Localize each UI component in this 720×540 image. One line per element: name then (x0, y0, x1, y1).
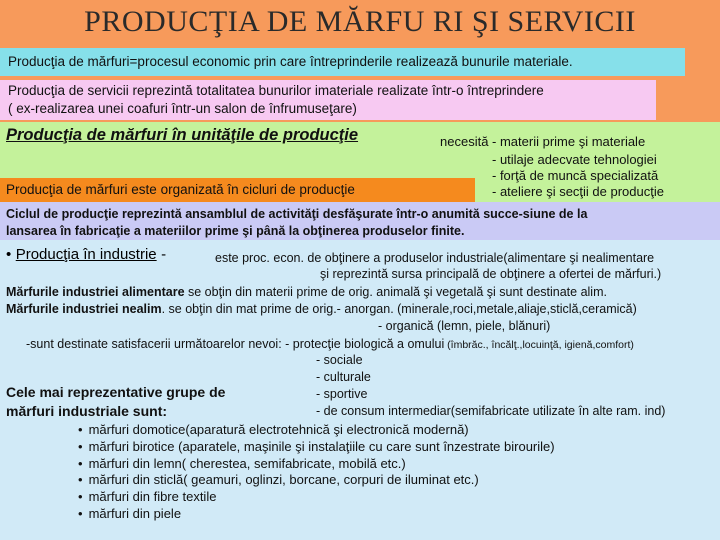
services-definition (0, 80, 656, 120)
cycles-statement: Producţia de mărfuri este organizată în cicluri de producţie (6, 182, 355, 197)
organic-materials: - organică (lemn, piele, blănuri) (378, 319, 551, 333)
industrial-goods-groups (78, 422, 555, 523)
need-item: - de consum intermediar(semifabricate utilizate în alte ram. ind) (316, 404, 666, 418)
groups-heading (6, 383, 225, 421)
industry-desc-line2: şi reprezintă sursa principală de obţinere a ofertei de mărfuri.) (320, 267, 662, 281)
food-industry-text: se obţin din materii prime de orig. animală şi vegetală şi sunt destinate alim. (184, 285, 607, 299)
industry-desc-line1: este proc. econ. de obţinere a produselor industriale(alimentare şi nealimentare (215, 251, 655, 265)
list-item: • mărfuri din fibre textile (78, 489, 555, 506)
nonfood-industry-text: . se obţin din mat prime de orig.- anorgan. (minerale,roci,metale,aliaje,sticlă,ceramică) (161, 302, 637, 316)
units-needs: necesită - materii prime şi materiale (440, 134, 646, 149)
need-item: - sociale (316, 353, 363, 367)
cycle-definition-line2: lansarea în fabricaţie a materiilor prime şi până la obţinerea produselor finite. (6, 224, 465, 238)
list-item: • mărfuri din sticlă( geamuri, oglinzi, borcane, corpuri de iluminat etc.) (78, 472, 555, 489)
needs-intro (26, 336, 634, 353)
food-industry-label: Mărfurile industriei alimentare (6, 285, 185, 299)
needs-intro-paren: (îmbrăc., încălţ.,locuinţă, igienă,comfort) (444, 339, 634, 351)
services-definition-line1: Producţia de servicii reprezintă totalitatea bunurilor imateriale realizate într-o întreprindere (8, 83, 544, 98)
needs-intro-text: -sunt destinate satisfacerii următoarelor nevoi: - protecţie biologică a omului (26, 337, 445, 351)
industry-heading-row (6, 246, 166, 264)
units-need-item: - ateliere şi secţii de producţie (492, 184, 664, 199)
nonfood-industry-goods (6, 301, 637, 317)
page-title: PRODUCŢIA DE MĂRFU RI ŞI SERVICII (84, 5, 636, 38)
heading-dash: - (161, 246, 167, 263)
food-industry-goods (6, 284, 607, 300)
list-item: • mărfuri birotice (aparatele, maşinile şi instalaţiile cu care sunt înzestrate birourile) (78, 439, 555, 456)
industry-heading: Producţia în industrie (15, 246, 157, 263)
goods-definition: Producţia de mărfuri=procesul economic prin care întreprinderile realizează bunurile materiale. (0, 48, 685, 76)
list-item: • mărfuri din lemn( cherestea, semifabricate, mobilă etc.) (78, 456, 555, 473)
services-definition-line2: ( ex-realizarea unei coafuri într-un salon de înfrumuseţare) (8, 101, 357, 116)
units-heading: Producţia de mărfuri în unităţile de producţie (6, 126, 359, 144)
bullet: • (6, 246, 12, 263)
groups-heading-line2: mărfuri industriale sunt: (6, 403, 168, 419)
list-item: • mărfuri domotice(aparatură electrotehnică şi electronică modernă) (78, 422, 555, 439)
need-item: - culturale (316, 370, 371, 384)
list-item: • mărfuri din piele (78, 506, 555, 523)
cycle-definition-line1: Ciclul de producţie reprezintă ansamblul de activităţi desfăşurate într-o anumită succe-siune de la (6, 207, 588, 221)
units-need-item: - utilaje adecvate tehnologiei (492, 152, 657, 167)
nonfood-industry-label: Mărfurile industriei nealim (6, 302, 162, 316)
need-item: - sportive (316, 387, 368, 401)
units-need-item: - forţă de muncă specializată (492, 168, 659, 183)
groups-heading-line1: Cele mai reprezentative grupe de (6, 384, 226, 400)
